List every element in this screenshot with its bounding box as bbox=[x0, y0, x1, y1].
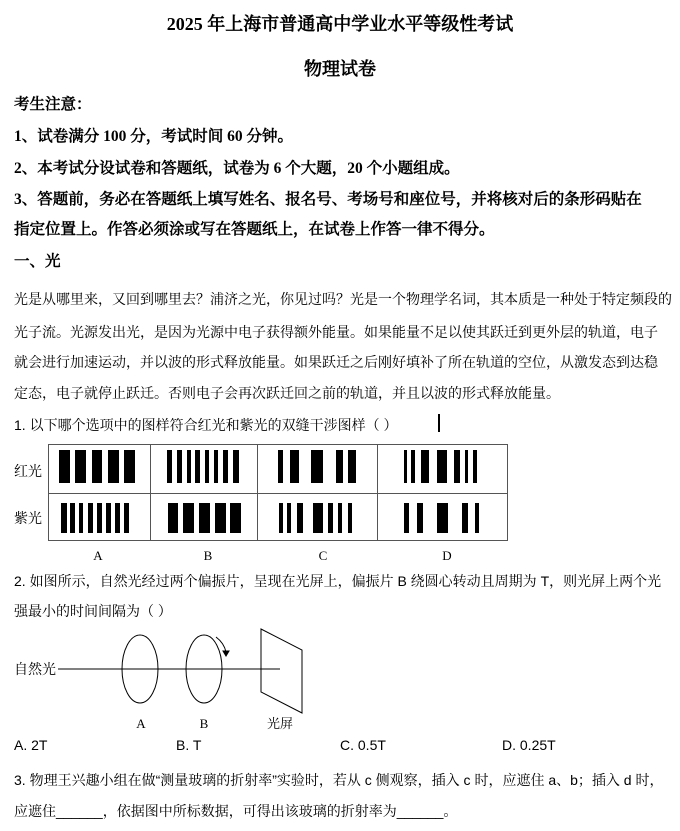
question-1-stem: 1. 以下哪个选项中的图样符合红光和紫光的双缝干涉图样（ ） bbox=[14, 417, 398, 433]
red-fringe-bar bbox=[205, 450, 209, 483]
violet-fringe-bar bbox=[297, 503, 303, 533]
red-fringe-bar bbox=[336, 450, 343, 483]
red-fringe-bar bbox=[348, 450, 356, 483]
red-fringe-bar bbox=[411, 450, 415, 483]
violet-fringe-bar bbox=[215, 503, 226, 533]
violet-fringe-bar bbox=[106, 503, 111, 533]
rotation-arrow-icon bbox=[216, 637, 226, 652]
red-fringe-bar bbox=[124, 450, 135, 483]
violet-fringe-bar bbox=[328, 503, 333, 533]
arrowhead-icon bbox=[223, 651, 229, 656]
exam-title: 2025 年上海市普通高中学业水平等级性考试 bbox=[166, 14, 514, 34]
polarizer-b-label: B bbox=[199, 716, 209, 731]
option-label-c: C bbox=[318, 548, 328, 563]
red-fringe-bar bbox=[454, 450, 460, 483]
red-fringe-bar bbox=[290, 450, 299, 483]
violet-fringe-bar bbox=[475, 503, 479, 533]
red-fringe-bar bbox=[223, 450, 228, 483]
notice-item: 指定位置上。作答必须涂或写在答题纸上，在试卷上作答一律不得分。 bbox=[14, 221, 495, 238]
violet-fringe-bar bbox=[462, 503, 468, 533]
red-fringe-bar bbox=[437, 450, 447, 483]
red-fringe-bar bbox=[59, 450, 70, 483]
red-fringe-bar bbox=[473, 450, 477, 483]
violet-fringe-bar bbox=[168, 503, 178, 533]
passage-line: 就会进行加速运动，并以波的形式释放能量。如果跃迁之后刚好填补了所在轨道的空位，从激发态到达稳 bbox=[14, 354, 658, 370]
polarizer-diagram bbox=[58, 629, 302, 713]
natural-light-label: 自然光 bbox=[14, 663, 56, 678]
violet-fringe-bar bbox=[97, 503, 102, 533]
red-fringe-bar bbox=[75, 450, 86, 483]
question-2-stem: 强最小的时间间隔为（ ） bbox=[14, 603, 172, 619]
violet-fringe-bar bbox=[230, 503, 241, 533]
red-fringe-bar bbox=[177, 450, 182, 483]
violet-fringe-bar bbox=[88, 503, 93, 533]
red-fringe-bar bbox=[465, 450, 468, 483]
red-fringe-bar bbox=[421, 450, 429, 483]
choice-a[interactable]: A. 2T bbox=[14, 737, 48, 753]
red-fringe-bar bbox=[195, 450, 200, 483]
red-fringe-bar bbox=[404, 450, 407, 483]
notice-item: 2、本考试分设试卷和答题纸，试卷为 6 个大题，20 个小题组成。 bbox=[14, 160, 460, 177]
screen-label: 光屏 bbox=[266, 716, 294, 731]
red-fringe-bar bbox=[278, 450, 283, 483]
passage-line: 光子流。光源发出光，是因为光源中电子获得额外能量。如果能量不足以使其跃迁到更外层的轨道，电子 bbox=[14, 324, 658, 340]
red-fringe-bar bbox=[311, 450, 323, 483]
notice-heading: 考生注意： bbox=[14, 96, 92, 113]
red-fringe-bar bbox=[92, 450, 102, 483]
question-3-stem: 3. 物理王兴趣小组在做“测量玻璃的折射率”实验时，若从 c 侧观察，插入 c 时，应遮住 a、b；插入 d 时， bbox=[14, 772, 664, 788]
passage-line: 光是从哪里来，又回到哪里去？浦济之光，你见过吗？光是一个物理学名词，其本质是一种处于特定频段的 bbox=[14, 291, 672, 307]
row-label-red: 红光 bbox=[14, 465, 42, 480]
red-fringe-bar bbox=[167, 450, 172, 483]
violet-fringe-bar bbox=[348, 503, 352, 533]
red-fringe-bar bbox=[187, 450, 191, 483]
violet-fringe-bar bbox=[404, 503, 409, 533]
section-heading: 一、光 bbox=[14, 253, 61, 270]
violet-fringe-bar bbox=[287, 503, 291, 533]
passage-line: 定态，电子就停止跃迁。否则电子会再次跃迁回之前的轨道，并且以波的形式释放能量。 bbox=[14, 385, 560, 401]
red-fringe-bar bbox=[108, 450, 119, 483]
violet-fringe-bar bbox=[199, 503, 210, 533]
violet-fringe-bar bbox=[61, 503, 67, 533]
choice-d[interactable]: D. 0.25T bbox=[502, 737, 556, 753]
violet-fringe-bar bbox=[338, 503, 342, 533]
row-label-violet: 紫光 bbox=[14, 512, 42, 527]
option-label-b: B bbox=[203, 548, 213, 563]
violet-fringe-bar bbox=[124, 503, 129, 533]
option-label-d: D bbox=[442, 548, 452, 563]
red-fringe-bar bbox=[233, 450, 239, 483]
question-3-stem: 应遮住______，依据图中所标数据，可得出该玻璃的折射率为______。 bbox=[14, 803, 458, 819]
violet-fringe-bar bbox=[313, 503, 323, 533]
light-screen bbox=[261, 629, 302, 713]
violet-fringe-bar bbox=[417, 503, 423, 533]
exam-subtitle: 物理试卷 bbox=[304, 59, 376, 79]
notice-item: 1、试卷满分 100 分，考试时间 60 分钟。 bbox=[14, 128, 294, 145]
choice-b[interactable]: B. T bbox=[176, 737, 202, 753]
choice-c[interactable]: C. 0.5T bbox=[340, 737, 386, 753]
violet-fringe-bar bbox=[115, 503, 120, 533]
violet-fringe-bar bbox=[279, 503, 283, 533]
red-fringe-bar bbox=[214, 450, 218, 483]
notice-item: 3、答题前，务必在答题纸上填写姓名、报名号、考场号和座位号，并将核对后的条形码贴在 bbox=[14, 191, 642, 208]
violet-fringe-bar bbox=[183, 503, 194, 533]
option-label-a: A bbox=[93, 548, 103, 563]
violet-fringe-bar bbox=[79, 503, 83, 533]
polarizer-a-label: A bbox=[136, 716, 146, 731]
violet-fringe-bar bbox=[437, 503, 448, 533]
question-2-stem: 2. 如图所示，自然光经过两个偏振片，呈现在光屏上，偏振片 B 绕圆心转动且周期为 T，则光屏上两个光 bbox=[14, 573, 662, 589]
violet-fringe-bar bbox=[70, 503, 75, 533]
